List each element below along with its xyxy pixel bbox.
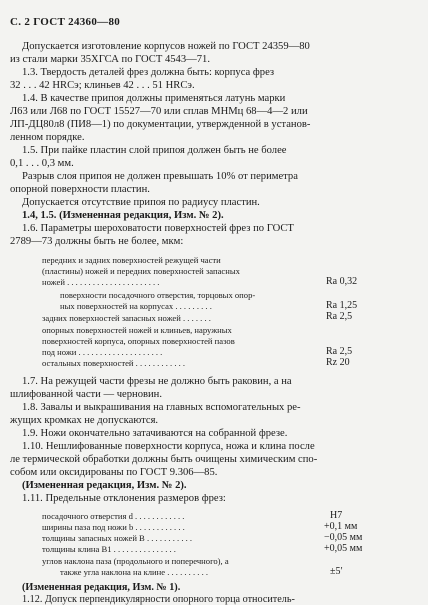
- tolerance-item: толщины запасных ножей B . . . . . . . . . . .: [42, 533, 193, 543]
- paragraph-line: ЛП-ДЦ80л8 (ПИ8—1) по документации, утвержденной в установ-: [10, 119, 311, 130]
- paragraph-line: 1.3. Твердость деталей фрез должна быть: корпуса фрез: [22, 67, 275, 78]
- tolerance-item: также угла наклона на клине . . . . . . . . . .: [60, 567, 209, 577]
- paragraph-line: 1.11. Предельные отклонения размеров фрез:: [22, 493, 226, 504]
- revision-note: (Измененная редакция, Изм. № 1).: [22, 582, 181, 593]
- revision-note: (Измененная редакция, Изм. № 2).: [22, 480, 187, 491]
- revision-note: 1.4, 1.5. (Измененная редакция, Изм. № 2).: [22, 210, 224, 221]
- tolerance-value: Н7: [330, 510, 343, 521]
- roughness-item: ножей . . . . . . . . . . . . . . . . . . . . . .: [42, 277, 160, 287]
- roughness-value: Ra 1,25: [326, 300, 358, 311]
- paragraph-line: 2789—73 должны быть не более, мкм:: [10, 236, 184, 247]
- tolerance-value: +0,1 мм: [324, 521, 358, 532]
- roughness-item: поверхности посадочного отверстия, торцовых опор-: [60, 290, 256, 300]
- roughness-item: остальных поверхностей . . . . . . . . . . . .: [42, 358, 186, 368]
- paragraph-line: 1.9. Ножи окончательно затачиваются на собранной фрезе.: [22, 428, 288, 439]
- tolerance-item: углов наклона паза (продольного и поперечного), а: [42, 556, 229, 566]
- roughness-item: задних поверхностей запасных ножей . . . . . . .: [42, 313, 211, 323]
- paragraph-line: 1.7. На режущей части фрезы не должно быть раковин, а на: [22, 376, 292, 387]
- roughness-item: ных поверхностей на корпусах . . . . . . . . .: [60, 301, 212, 311]
- paragraph-line: Разрыв слоя припоя не должен превышать 10% от периметра: [22, 171, 298, 182]
- paragraph-line: ленном порядке.: [10, 132, 85, 143]
- tolerance-value: −0,05 мм: [324, 532, 363, 543]
- tolerance-item: посадочного отверстия d . . . . . . . . . . . .: [42, 511, 185, 521]
- paragraph-line: 1.6. Параметры шероховатости поверхностей фрез по ГОСТ: [22, 223, 294, 234]
- roughness-item: (пластины) ножей и передних поверхностей запасных: [42, 266, 240, 276]
- tolerance-value: +0,05 мм: [324, 543, 363, 554]
- tolerance-item: толщины клина B1 . . . . . . . . . . . . . . .: [42, 544, 176, 554]
- paragraph-line: ле термической обработки должны быть очищены химическим спо-: [10, 454, 318, 465]
- paragraph-line: 1.10. Нешлифованные поверхности корпуса, ножа и клина после: [22, 441, 315, 452]
- roughness-value: Ra 2,5: [326, 346, 353, 357]
- page-header: С. 2 ГОСТ 24360—80: [10, 16, 121, 28]
- paragraph-line: Л63 или Л68 по ГОСТ 15527—70 или сплав МНМц 68—4—2 или: [10, 106, 308, 117]
- paragraph-line: шлифованной части — черновин.: [10, 389, 162, 400]
- paragraph-line: Допускается изготовление корпусов ножей по ГОСТ 24359—80: [22, 41, 310, 52]
- paragraph-line: 1.4. В качестве припоя должны применяться латунь марки: [22, 93, 286, 104]
- paragraph-line: 1.5. При пайке пластин слой припоя должен быть не более: [22, 145, 287, 156]
- paragraph-line: 0,1 . . . 0,3 мм.: [10, 158, 74, 169]
- paragraph-line: 32 . . . 42 HRCэ; клиньев 42 . . . 51 HRCэ.: [10, 80, 195, 91]
- tolerance-item: ширины паза под ножи b . . . . . . . . . . . .: [42, 522, 185, 532]
- roughness-item: опорных поверхностей ножей и клиньев, наружных: [42, 325, 232, 335]
- paragraph-line: из стали марки 35ХГСА по ГОСТ 4543—71.: [10, 54, 210, 65]
- paragraph-line: собом или оксидированы по ГОСТ 9.306—85.: [10, 467, 218, 478]
- paragraph-line: жущих кромках не допускаются.: [10, 415, 159, 426]
- paragraph-line: 1.12. Допуск перпендикулярности опорного торца относитель-: [22, 594, 295, 605]
- paragraph-line: опорной поверхности пластин.: [10, 184, 150, 195]
- tolerance-value: ±5′: [330, 566, 343, 577]
- paragraph-line: 1.8. Завалы и выкрашивания на главных вспомогательных ре-: [22, 402, 301, 413]
- roughness-value: Ra 2,5: [326, 311, 353, 322]
- paragraph-line: Допускается отсутствие припоя по радиусу пластин.: [22, 197, 260, 208]
- roughness-item: под ножи . . . . . . . . . . . . . . . . . . . .: [42, 347, 163, 357]
- roughness-item: передних и задних поверхностей режущей части: [42, 255, 221, 265]
- roughness-value: Ra 0,32: [326, 276, 358, 287]
- roughness-value: Rz 20: [326, 357, 350, 368]
- roughness-item: поверхностей корпуса, опорных поверхностей пазов: [42, 336, 235, 346]
